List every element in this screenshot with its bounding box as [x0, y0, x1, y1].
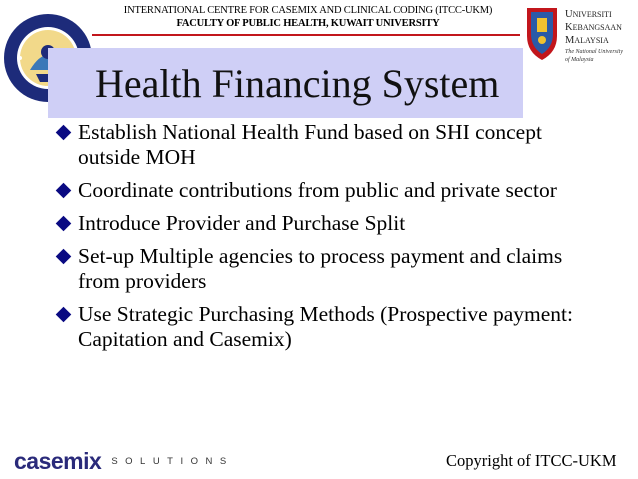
- list-item: [56, 120, 596, 170]
- bullet-text: Coordinate contributions from public and private sector: [78, 178, 557, 202]
- header-line-centre: INTERNATIONAL CENTRE FOR CASEMIX AND CLINICAL CODING (ITCC-UKM): [123, 5, 493, 16]
- bullet-text: Use Strategic Purchasing Methods (Prospective payment: Capitation and Casemix): [78, 302, 573, 351]
- copyright-text: Copyright of ITCC-UKM: [446, 451, 617, 470]
- header-line-faculty: FACULTY OF PUBLIC HEALTH, KUWAIT UNIVERSITY: [176, 18, 440, 29]
- ukm-crest-icon: [527, 8, 557, 60]
- svg-text:MALAYSIA: MALAYSIA: [565, 35, 609, 46]
- bullet-text: Set-up Multiple agencies to process payment and claims from providers: [78, 244, 563, 293]
- bullet-list: [56, 120, 596, 360]
- diamond-bullet-icon: [56, 183, 72, 199]
- brand-name: casemix: [14, 448, 102, 474]
- diamond-bullet-icon: [56, 216, 72, 232]
- diamond-bullet-icon: [56, 249, 72, 265]
- casemix-solutions-logo: [14, 448, 234, 472]
- list-item: [56, 302, 596, 352]
- svg-text:The National University: The National University: [565, 49, 623, 55]
- svg-text:of Malaysia: of Malaysia: [565, 57, 594, 63]
- slide-title: Health Financing System: [95, 61, 500, 106]
- header-divider: [92, 34, 520, 36]
- list-item: [56, 178, 596, 203]
- list-item: [56, 211, 596, 236]
- svg-text:UNIVERSITI: UNIVERSITI: [565, 9, 612, 20]
- brand-suffix: SOLUTIONS: [111, 456, 234, 467]
- institution-header: [96, 4, 520, 30]
- svg-text:KEBANGSAAN: KEBANGSAAN: [565, 22, 622, 33]
- list-item: [56, 244, 596, 294]
- bullet-text: Introduce Provider and Purchase Split: [78, 211, 406, 235]
- diamond-bullet-icon: [56, 307, 72, 323]
- ukm-logo: [523, 0, 638, 72]
- bullet-text: Establish National Health Fund based on SHI concept outside MOH: [78, 120, 542, 169]
- diamond-bullet-icon: [56, 125, 72, 141]
